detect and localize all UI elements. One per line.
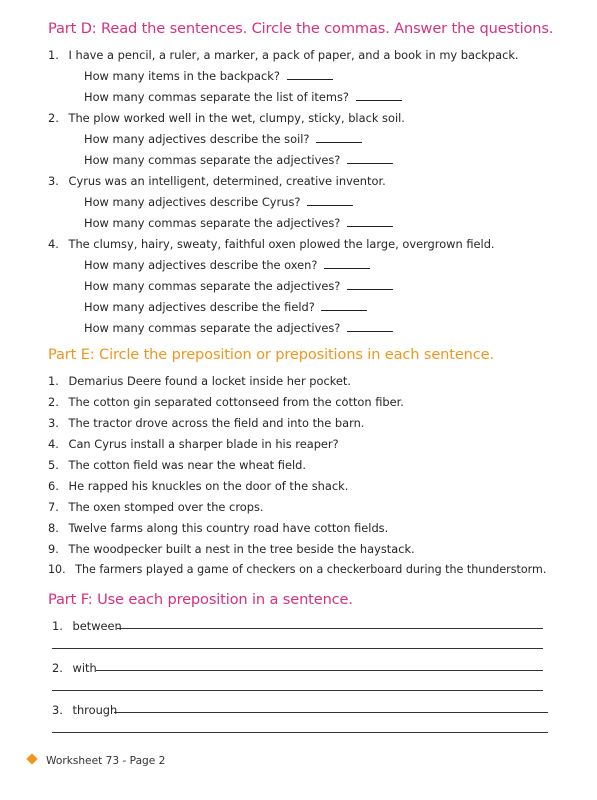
part-f-heading: Part F: Use each preposition in a sentence. <box>48 591 353 608</box>
writing-line[interactable] <box>114 712 548 713</box>
part-e-item <box>48 374 351 388</box>
answer-blank[interactable] <box>307 195 353 206</box>
question-row <box>84 90 402 104</box>
diamond-bullet-icon <box>26 753 37 764</box>
item-number: 3. <box>52 703 63 717</box>
answer-blank[interactable] <box>347 153 393 164</box>
part-e-item <box>48 416 364 430</box>
answer-blank[interactable] <box>287 69 333 80</box>
sentence-text: The woodpecker built a nest in the tree beside the haystack. <box>68 542 415 556</box>
part-f-item <box>52 619 122 633</box>
answer-blank[interactable] <box>324 258 370 269</box>
question-row <box>84 69 333 83</box>
part-e-item <box>48 458 306 472</box>
question-row <box>84 195 353 209</box>
sentence-text: Demarius Deere found a locket inside her pocket. <box>68 374 351 388</box>
item-number: 10. <box>48 563 66 576</box>
part-d-item-1 <box>48 48 519 62</box>
item-number: 7. <box>48 500 59 514</box>
item-number: 1. <box>52 619 63 633</box>
sentence-text: I have a pencil, a ruler, a marker, a pack of paper, and a book in my backpack. <box>68 48 519 62</box>
part-d-heading: Part D: Read the sentences. Circle the commas. Answer the questions. <box>48 20 554 37</box>
question-row <box>84 321 393 335</box>
question-text: How many adjectives describe the field? <box>84 300 315 314</box>
question-text: How many commas separate the adjectives? <box>84 216 341 230</box>
writing-line[interactable] <box>52 690 543 691</box>
question-row <box>84 279 393 293</box>
question-text: How many items in the backpack? <box>84 69 280 83</box>
answer-blank[interactable] <box>356 90 402 101</box>
answer-blank[interactable] <box>347 279 393 290</box>
item-number: 8. <box>48 521 59 535</box>
part-f-item <box>52 661 97 675</box>
item-number: 1. <box>48 374 59 388</box>
item-number: 3. <box>48 416 59 430</box>
question-text: How many adjectives describe the soil? <box>84 132 310 146</box>
question-text: How many commas separate the adjectives? <box>84 321 341 335</box>
sentence-text: The cotton gin separated cottonseed from the cotton fiber. <box>68 395 404 409</box>
part-e-item <box>48 395 404 409</box>
question-text: How many adjectives describe the oxen? <box>84 258 318 272</box>
part-d-item-3 <box>48 174 386 188</box>
writing-line[interactable] <box>96 670 543 671</box>
sentence-text: The oxen stomped over the crops. <box>68 500 264 514</box>
question-text: How many commas separate the adjectives? <box>84 153 341 167</box>
preposition-word: between <box>72 619 122 633</box>
sentence-text: The tractor drove across the field and into the barn. <box>68 416 365 430</box>
item-number: 9. <box>48 542 59 556</box>
answer-blank[interactable] <box>347 321 393 332</box>
part-f-item <box>52 703 117 717</box>
sentence-text: The cotton field was near the wheat field. <box>68 458 306 472</box>
sentence-text: The plow worked well in the wet, clumpy, sticky, black soil. <box>68 111 405 125</box>
part-e-item <box>48 521 388 535</box>
question-row <box>84 300 367 314</box>
part-e-item <box>48 563 546 576</box>
answer-blank[interactable] <box>347 216 393 227</box>
question-row <box>84 132 362 146</box>
part-e-heading: Part E: Circle the preposition or prepositions in each sentence. <box>48 346 494 363</box>
item-number: 4. <box>48 437 59 451</box>
item-number: 2. <box>48 395 59 409</box>
item-number: 1. <box>48 48 59 62</box>
footer-label: Worksheet 73 - Page 2 <box>46 755 166 767</box>
part-e-item <box>48 479 348 493</box>
question-text: How many commas separate the adjectives? <box>84 279 341 293</box>
item-number: 5. <box>48 458 59 472</box>
question-text: How many adjectives describe Cyrus? <box>84 195 301 209</box>
answer-blank[interactable] <box>316 132 362 143</box>
sentence-text: Twelve farms along this country road have cotton fields. <box>68 521 389 535</box>
part-d-item-4 <box>48 237 495 251</box>
writing-line[interactable] <box>52 648 543 649</box>
part-e-item <box>48 500 264 514</box>
page-footer <box>28 755 165 767</box>
question-text: How many commas separate the list of items? <box>84 90 349 104</box>
sentence-text: The clumsy, hairy, sweaty, faithful oxen plowed the large, overgrown field. <box>68 237 495 251</box>
part-e-item <box>48 437 339 451</box>
question-row <box>84 258 370 272</box>
sentence-text: The farmers played a game of checkers on a checkerboard during the thunderstorm. <box>75 563 547 576</box>
preposition-word: with <box>72 661 97 675</box>
sentence-text: Cyrus was an intelligent, determined, creative inventor. <box>68 174 386 188</box>
question-row <box>84 153 393 167</box>
sentence-text: He rapped his knuckles on the door of the shack. <box>68 479 349 493</box>
item-number: 2. <box>48 111 59 125</box>
item-number: 4. <box>48 237 59 251</box>
writing-line[interactable] <box>117 628 543 629</box>
item-number: 2. <box>52 661 63 675</box>
answer-blank[interactable] <box>321 300 367 311</box>
item-number: 3. <box>48 174 59 188</box>
question-row <box>84 216 393 230</box>
writing-line[interactable] <box>52 732 548 733</box>
item-number: 6. <box>48 479 59 493</box>
sentence-text: Can Cyrus install a sharper blade in his reaper? <box>68 437 339 451</box>
part-d-item-2 <box>48 111 405 125</box>
part-e-item <box>48 542 415 556</box>
preposition-word: through <box>72 703 118 717</box>
